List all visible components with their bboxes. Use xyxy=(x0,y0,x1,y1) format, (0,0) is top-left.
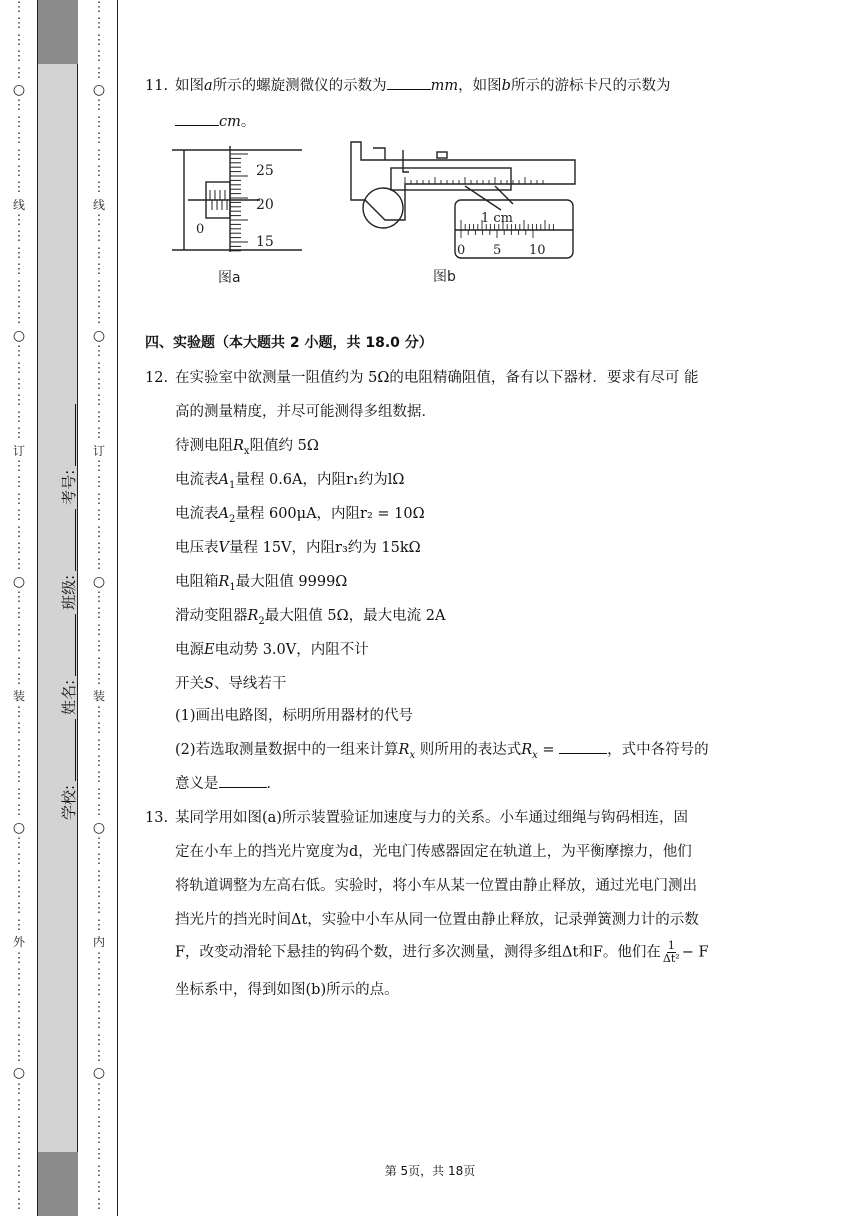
equipment-spec: 量程 0.6A，内阻r₁约为lΩ xyxy=(235,472,405,488)
binding-circle-icon: ○ xyxy=(92,1065,106,1082)
binding-dots: ⋮ xyxy=(92,885,106,901)
equipment-spec: 最大阻值 9999Ω xyxy=(235,574,348,590)
binding-dots: ⋮ xyxy=(92,213,106,229)
binding-dots: ⋮ xyxy=(12,885,26,901)
binding-dots: ⋮ xyxy=(12,1081,26,1097)
binding-dots: ⋮ xyxy=(12,114,26,130)
symbol-subscript: x xyxy=(532,749,538,761)
binding-dots: ⋮ xyxy=(92,360,106,376)
binding-dots: ⋮ xyxy=(12,245,26,261)
q12-text: (2)若选取测量数据中的一组来计算 xyxy=(175,742,399,758)
equipment-item xyxy=(175,434,319,457)
binding-dots: ⋮ xyxy=(12,901,26,917)
vernier-caliper-figure xyxy=(345,140,580,290)
dotted-cut-line-inner xyxy=(84,0,114,1216)
binding-dots: ⋮ xyxy=(92,1098,106,1114)
binding-label: 装 xyxy=(12,689,25,704)
binding-dots: ⋮ xyxy=(92,737,106,753)
binding-dots: ⋮ xyxy=(92,491,106,507)
binding-label: 装 xyxy=(92,689,105,704)
binding-dots: ⋮ xyxy=(92,835,106,851)
binding-dots: ⋮ xyxy=(12,65,26,81)
binding-dots: ⋮ xyxy=(92,950,106,966)
equipment-name: 电源 xyxy=(175,642,204,658)
binding-dots: ⋮ xyxy=(92,1180,106,1196)
binding-dots: ⋮ xyxy=(92,32,106,48)
q13-text: F，改变动滑轮下悬挂的钩码个数，进行多次测量，测得多组Δt和F。他们在 xyxy=(175,944,661,961)
binding-dots: ⋮ xyxy=(12,229,26,245)
q12-part-2-line-2 xyxy=(175,772,281,793)
binding-dots: ⋮ xyxy=(92,147,106,163)
binding-circle-icon: ○ xyxy=(92,819,106,836)
binding-dots: ⋮ xyxy=(12,344,26,360)
vernier-scale-label: 5 xyxy=(493,243,502,258)
binding-dots: ⋮ xyxy=(12,311,26,327)
binding-circle-icon: ○ xyxy=(12,81,26,98)
q13-line-1 xyxy=(145,806,688,827)
binding-dots: ⋮ xyxy=(12,1114,26,1130)
q12-part-1: (1)画出电路图，标明所用器材的代号 xyxy=(175,708,414,724)
binding-dots: ⋮ xyxy=(12,163,26,179)
q11-text: 如图 xyxy=(175,78,204,94)
binding-dots: ⋮ xyxy=(12,917,26,933)
binding-dots: ⋮ xyxy=(92,524,106,540)
binding-dots: ⋮ xyxy=(12,98,26,114)
binding-dots: ⋮ xyxy=(92,245,106,261)
binding-label: 外 xyxy=(12,935,25,950)
binding-dots: ⋮ xyxy=(12,1049,26,1064)
fraction xyxy=(663,940,680,965)
binding-dots: ⋮ xyxy=(92,606,106,622)
equipment-subscript: x xyxy=(243,445,250,457)
binding-dots: ⋮ xyxy=(92,639,106,655)
binding-dots: ⋮ xyxy=(12,376,26,392)
q11-line-1 xyxy=(145,74,670,95)
binding-dots: ⋮ xyxy=(92,344,106,360)
equipment-symbol: A xyxy=(218,506,229,522)
binding-dots: ⋮ xyxy=(92,16,106,32)
binding-dots: ⋮ xyxy=(12,213,26,229)
binding-label: 线 xyxy=(12,197,25,212)
binding-dots: ⋮ xyxy=(92,1016,106,1032)
class-label: 班级: xyxy=(60,574,78,610)
q12-answer-blank-1[interactable] xyxy=(559,739,607,754)
equipment-symbol: A xyxy=(218,472,229,488)
binding-dots: ⋮ xyxy=(92,540,106,556)
q13-number: 13. xyxy=(145,810,169,826)
binding-dots: ⋮ xyxy=(92,672,106,688)
binding-dots: ⋮ xyxy=(92,98,106,114)
equipment-symbol: R xyxy=(218,574,230,590)
binding-dots: ⋮ xyxy=(92,1147,106,1163)
binding-dots: ⋮ xyxy=(12,868,26,884)
binding-dots: ⋮ xyxy=(12,835,26,851)
q11-unit-mm: mm xyxy=(430,78,459,94)
equipment-name: 电阻箱 xyxy=(175,574,219,590)
q12-number: 12. xyxy=(145,370,169,386)
symbol-r: R xyxy=(398,742,410,758)
binding-dots: ⋮ xyxy=(92,967,106,983)
binding-dots: ⋮ xyxy=(92,65,106,81)
binding-dots: ⋮ xyxy=(12,622,26,638)
binding-dots: ⋮ xyxy=(92,753,106,769)
equals-sign: = xyxy=(537,742,560,758)
binding-dots: ⋮ xyxy=(12,557,26,573)
section-title: 四、实验题（本大题共 2 小题，共 18.0 分） xyxy=(145,335,433,351)
figure-a-caption: 图a xyxy=(218,270,241,286)
binding-dots: ⋮ xyxy=(12,131,26,147)
binding-dots: ⋮ xyxy=(92,311,106,327)
fraction-denominator: Δt² xyxy=(662,952,680,965)
binding-dots: ⋮ xyxy=(92,655,106,671)
binding-label: 线 xyxy=(92,197,105,212)
binding-dots: ⋮ xyxy=(92,901,106,917)
binding-dots: ⋮ xyxy=(92,295,106,311)
binding-dots: ⋮ xyxy=(12,721,26,737)
binding-dots: ⋮ xyxy=(92,163,106,179)
q11-text: 所示的螺旋测微仪的示数为 xyxy=(212,78,387,94)
micrometer-zero-label: 0 xyxy=(196,222,205,237)
q12-answer-blank-2[interactable] xyxy=(219,773,267,788)
q12-text: 则所用的表达式 xyxy=(419,742,522,758)
q11-text: 。 xyxy=(240,114,256,130)
binding-dots: ⋮ xyxy=(12,590,26,606)
binding-dots: ⋮ xyxy=(12,540,26,556)
q13-line-2: 定在小车上的挡光片宽度为d，光电门传感器固定在轨道上，为平衡摩擦力，他们 xyxy=(175,844,692,860)
equipment-name: 电流表 xyxy=(175,472,219,488)
binding-dots: ⋮ xyxy=(92,803,106,819)
equipment-subscript: 1 xyxy=(229,581,236,593)
binding-circle-icon: ○ xyxy=(12,819,26,836)
binding-dots: ⋮ xyxy=(12,852,26,868)
binding-dots: ⋮ xyxy=(12,180,26,196)
binding-dots: ⋮ xyxy=(12,262,26,278)
binding-dots: ⋮ xyxy=(92,557,106,573)
equipment-name: 滑动变阻器 xyxy=(175,608,248,624)
binding-dots: ⋮ xyxy=(12,1196,26,1212)
binding-dots: ⋮ xyxy=(12,409,26,425)
binding-dots: ⋮ xyxy=(12,704,26,720)
binding-dots: ⋮ xyxy=(12,1180,26,1196)
binding-dots: ⋮ xyxy=(92,376,106,392)
equipment-item xyxy=(175,468,404,491)
equipment-name: 开关 xyxy=(175,676,204,692)
binding-dots: ⋮ xyxy=(92,999,106,1015)
q11-var-b: b xyxy=(501,78,511,94)
binding-dots: ⋮ xyxy=(12,737,26,753)
binding-dots: ⋮ xyxy=(92,49,106,65)
equipment-symbol: R xyxy=(247,608,259,624)
binding-dark-block-top xyxy=(38,0,78,64)
binding-dots: ⋮ xyxy=(12,278,26,294)
binding-dots: ⋮ xyxy=(12,672,26,688)
micrometer-figure xyxy=(170,144,310,289)
binding-dots: ⋮ xyxy=(92,704,106,720)
binding-dots: ⋮ xyxy=(92,114,106,130)
binding-dots: ⋮ xyxy=(12,1098,26,1114)
exam-number-label: 考号: xyxy=(60,469,78,505)
q11-text: 所示的游标卡尺的示数为 xyxy=(510,78,671,94)
binding-dots: ⋮ xyxy=(92,458,106,474)
q11-text: ，如图 xyxy=(458,78,502,94)
binding-dots: ⋮ xyxy=(92,426,106,442)
binding-dots: ⋮ xyxy=(12,32,26,48)
q13-line-6: 坐标系中，得到如图(b)所示的点。 xyxy=(175,982,399,998)
binding-circle-icon: ○ xyxy=(12,573,26,590)
binding-dots: ⋮ xyxy=(12,967,26,983)
equipment-symbol: V xyxy=(218,540,229,556)
binding-dots: ⋮ xyxy=(12,393,26,409)
school-label: 学校: xyxy=(60,784,78,820)
fraction-numerator: 1 xyxy=(667,939,675,952)
equipment-spec: 量程 600μA，内阻r₂ = 10Ω xyxy=(235,506,425,522)
equipment-subscript: 2 xyxy=(258,615,265,627)
binding-dots: ⋮ xyxy=(12,508,26,524)
q12-text: 在实验室中欲测量一阻值约为 5Ω的电阻精确阻值，备有以下器材．要求有尽可 能 xyxy=(175,370,699,386)
binding-dots: ⋮ xyxy=(12,1032,26,1048)
binding-dots: ⋮ xyxy=(12,16,26,32)
binding-label: 内 xyxy=(92,935,105,950)
binding-dots: ⋮ xyxy=(92,786,106,802)
binding-dots: ⋮ xyxy=(12,786,26,802)
binding-label: 订 xyxy=(12,443,25,458)
binding-dots: ⋮ xyxy=(12,753,26,769)
student-info-fields xyxy=(58,360,79,820)
equipment-spec: 阻值约 5Ω xyxy=(249,438,319,454)
binding-circle-icon: ○ xyxy=(92,81,106,98)
binding-dots: ⋮ xyxy=(92,229,106,245)
q11-var-a: a xyxy=(204,78,213,94)
q13-line-5 xyxy=(175,940,709,965)
binding-dots: ⋮ xyxy=(12,983,26,999)
binding-dots: ⋮ xyxy=(92,983,106,999)
micrometer-tick-label: 20 xyxy=(256,197,274,213)
binding-dots: ⋮ xyxy=(92,590,106,606)
q13-text: 某同学用如图(a)所示装置验证加速度与力的关系。小车通过细绳与钩码相连，固 xyxy=(175,810,688,826)
name-label: 姓名: xyxy=(60,679,78,715)
q12-line-1 xyxy=(145,366,698,387)
binding-dots: ⋮ xyxy=(12,639,26,655)
q12-text: ． xyxy=(266,776,281,792)
binding-dots: ⋮ xyxy=(92,1163,106,1179)
binding-dots: ⋮ xyxy=(92,770,106,786)
binding-dots: ⋮ xyxy=(12,49,26,65)
equipment-symbol: E xyxy=(204,642,215,658)
equipment-spec: 电动势 3.0V，内阻不计 xyxy=(214,642,369,658)
q12-text: ，式中各符号的 xyxy=(607,742,709,758)
q13-line-4: 挡光片的挡光时间Δt，实验中小车从同一位置由静止释放，记录弹簧测力计的示数 xyxy=(175,912,699,928)
binding-dots: ⋮ xyxy=(92,1114,106,1130)
micrometer-tick-label: 25 xyxy=(256,163,274,179)
binding-dots: ⋮ xyxy=(92,721,106,737)
caliper-unit-label: 1 cm xyxy=(481,211,514,226)
binding-dots: ⋮ xyxy=(92,1196,106,1212)
binding-dots: ⋮ xyxy=(12,147,26,163)
q12-line-2: 高的测量精度，并尽可能测得多组数据． xyxy=(175,404,436,420)
equipment-spec: 、导线若干 xyxy=(213,676,287,692)
binding-dots: ⋮ xyxy=(12,491,26,507)
q11-number: 11. xyxy=(145,78,169,94)
binding-dots: ⋮ xyxy=(92,1130,106,1146)
exam-number-blank[interactable] xyxy=(61,404,76,466)
binding-dots: ⋮ xyxy=(12,655,26,671)
micrometer-tick-label: 15 xyxy=(256,234,274,250)
binding-dots: ⋮ xyxy=(92,1032,106,1048)
binding-dots: ⋮ xyxy=(92,868,106,884)
school-blank[interactable] xyxy=(61,719,76,781)
equipment-item xyxy=(175,638,369,659)
q12-part-2 xyxy=(175,738,709,761)
binding-dots: ⋮ xyxy=(12,1147,26,1163)
binding-dots: ⋮ xyxy=(12,999,26,1015)
binding-dots: ⋮ xyxy=(92,475,106,491)
binding-dots: ⋮ xyxy=(12,295,26,311)
binding-circle-icon: ○ xyxy=(12,327,26,344)
q11-answer-blank-1[interactable] xyxy=(387,75,431,90)
equipment-name: 电流表 xyxy=(175,506,219,522)
binding-dots: ⋮ xyxy=(12,475,26,491)
binding-label: 订 xyxy=(92,443,105,458)
name-blank[interactable] xyxy=(61,614,76,676)
binding-dots: ⋮ xyxy=(12,360,26,376)
figure-b-caption: 图b xyxy=(433,269,456,285)
binding-dots: ⋮ xyxy=(92,278,106,294)
equipment-name: 待测电阻 xyxy=(175,438,233,454)
vernier-scale-label: 0 xyxy=(457,243,466,258)
q11-answer-blank-2[interactable] xyxy=(175,111,219,126)
binding-dots: ⋮ xyxy=(12,606,26,622)
vernier-scale-label: 10 xyxy=(529,243,546,258)
binding-circle-icon: ○ xyxy=(12,1065,26,1082)
binding-dots: ⋮ xyxy=(92,262,106,278)
dotted-cut-line-outer xyxy=(4,0,34,1216)
equipment-spec: 量程 15V，内阻r₃约为 15kΩ xyxy=(228,540,421,556)
binding-dots: ⋮ xyxy=(12,803,26,819)
symbol-subscript: x xyxy=(409,749,416,761)
binding-dots: ⋮ xyxy=(92,917,106,933)
binding-dots: ⋮ xyxy=(12,1016,26,1032)
q11-unit-cm: cm xyxy=(219,114,241,130)
q11-line-2 xyxy=(175,110,255,131)
q12-text: 意义是 xyxy=(175,776,219,792)
binding-dots: ⋮ xyxy=(92,508,106,524)
binding-dots: ⋮ xyxy=(12,770,26,786)
class-blank[interactable] xyxy=(61,509,76,571)
page-footer: 第 5页，共 18页 xyxy=(384,1164,476,1178)
equipment-name: 电压表 xyxy=(175,540,219,556)
binding-dots: ⋮ xyxy=(12,524,26,540)
binding-dots: ⋮ xyxy=(92,393,106,409)
equipment-spec: 最大阻值 5Ω，最大电流 2A xyxy=(264,608,446,624)
equipment-item xyxy=(175,604,445,627)
binding-dots: ⋮ xyxy=(92,1081,106,1097)
equipment-symbol: R xyxy=(233,438,244,454)
binding-circle-icon: ○ xyxy=(92,327,106,344)
binding-dots: ⋮ xyxy=(12,1163,26,1179)
binding-dots: ⋮ xyxy=(92,1049,106,1064)
equipment-subscript: 1 xyxy=(228,479,236,491)
binding-dots: ⋮ xyxy=(12,426,26,442)
binding-dots: ⋮ xyxy=(92,622,106,638)
binding-dots: ⋮ xyxy=(92,0,106,15)
binding-dots: ⋮ xyxy=(12,1130,26,1146)
equipment-item xyxy=(175,672,286,693)
equipment-symbol: S xyxy=(204,676,214,692)
symbol-r: R xyxy=(521,742,533,758)
q13-line-3: 将轨道调整为左高右低。实验时，将小车从某一位置由静止释放，通过光电门测出 xyxy=(175,878,697,894)
binding-dots: ⋮ xyxy=(92,409,106,425)
binding-dots: ⋮ xyxy=(92,180,106,196)
binding-dots: ⋮ xyxy=(92,131,106,147)
binding-circle-icon: ○ xyxy=(92,573,106,590)
q13-text: − F xyxy=(681,944,709,961)
equipment-item xyxy=(175,536,421,557)
binding-dots: ⋮ xyxy=(92,852,106,868)
binding-dots: ⋮ xyxy=(12,950,26,966)
equipment-subscript: 2 xyxy=(228,513,236,525)
binding-dots: ⋮ xyxy=(12,0,26,15)
equipment-item xyxy=(175,502,425,525)
equipment-item xyxy=(175,570,347,593)
binding-dots: ⋮ xyxy=(12,458,26,474)
